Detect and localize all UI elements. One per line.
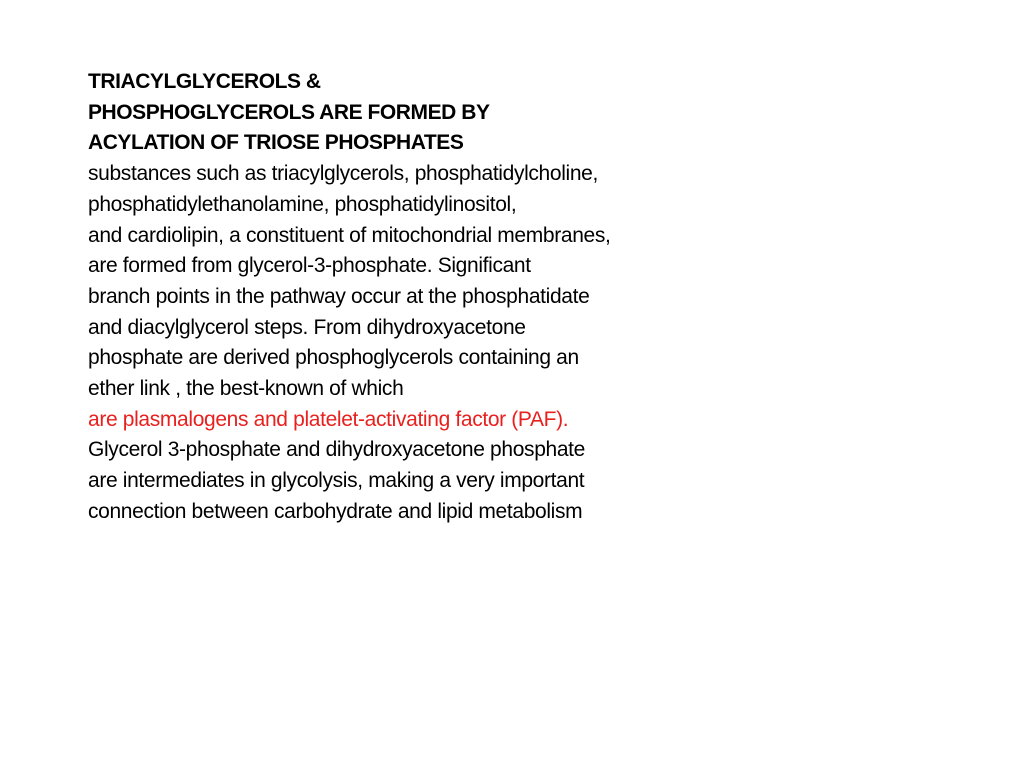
body-line: phosphatidylethanolamine, phosphatidylinositol, [88,192,517,216]
body-line: branch points in the pathway occur at the phosphatidate [88,284,590,308]
slide-text-block [88,67,948,528]
heading-line: TRIACYLGLYCEROLS & [88,70,321,93]
heading-line: ACYLATION OF TRIOSE PHOSPHATES [88,131,464,155]
body-line: and cardiolipin, a constituent of mitochondrial membranes, [88,223,611,247]
body-line: and diacylglycerol steps. From dihydroxyacetone [88,315,526,339]
body-line: are intermediates in glycolysis, making a very important [88,469,585,493]
body-line: ether link , the best-known of which [88,377,404,401]
body-line: are formed from glycerol-3-phosphate. Significant [88,254,531,278]
highlighted-body-line: are plasmalogens and platelet-activating factor (PAF). [88,407,569,431]
heading-line: PHOSPHOGLYCEROLS ARE FORMED BY [88,100,490,124]
body-line: Glycerol 3-phosphate and dihydroxyacetone phosphate [88,438,585,462]
body-line: connection between carbohydrate and lipid metabolism [88,499,583,523]
body-line: substances such as triacylglycerols, phosphatidylcholine, [88,162,598,186]
body-line: phosphate are derived phosphoglycerols containing an [88,346,579,370]
